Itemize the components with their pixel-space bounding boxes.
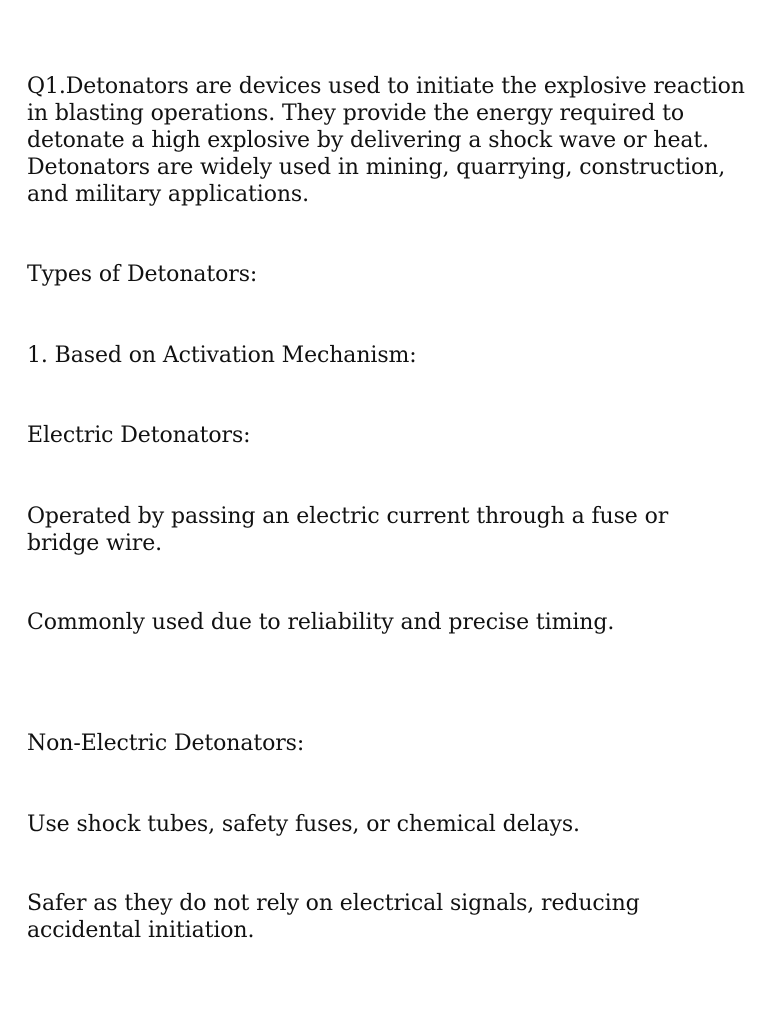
- heading-non-electric-detonators: Non-Electric Detonators:: [27, 731, 305, 756]
- subsection-heading-activation: 1. Based on Activation Mechanism:: [27, 343, 417, 368]
- heading-electric-detonators: Electric Detonators:: [27, 423, 251, 448]
- electric-usage-paragraph: Commonly used due to reliability and precise timing.: [27, 610, 615, 635]
- non-electric-safety-paragraph: Safer as they do not rely on electrical signals, reducing accidental initiation.: [27, 891, 640, 943]
- section-heading-types: Types of Detonators:: [27, 262, 258, 287]
- intro-paragraph: Q1.Detonators are devices used to initiate the explosive reaction in blasting operations. They provide the energy required to detonate a high explosive by delivering a shock wave or heat. Detonators are widely used in mining, quarrying, construction, and military applications.: [27, 74, 745, 207]
- electric-description-paragraph: Operated by passing an electric current through a fuse or bridge wire.: [27, 504, 669, 556]
- non-electric-description-paragraph: Use shock tubes, safety fuses, or chemical delays.: [27, 812, 580, 837]
